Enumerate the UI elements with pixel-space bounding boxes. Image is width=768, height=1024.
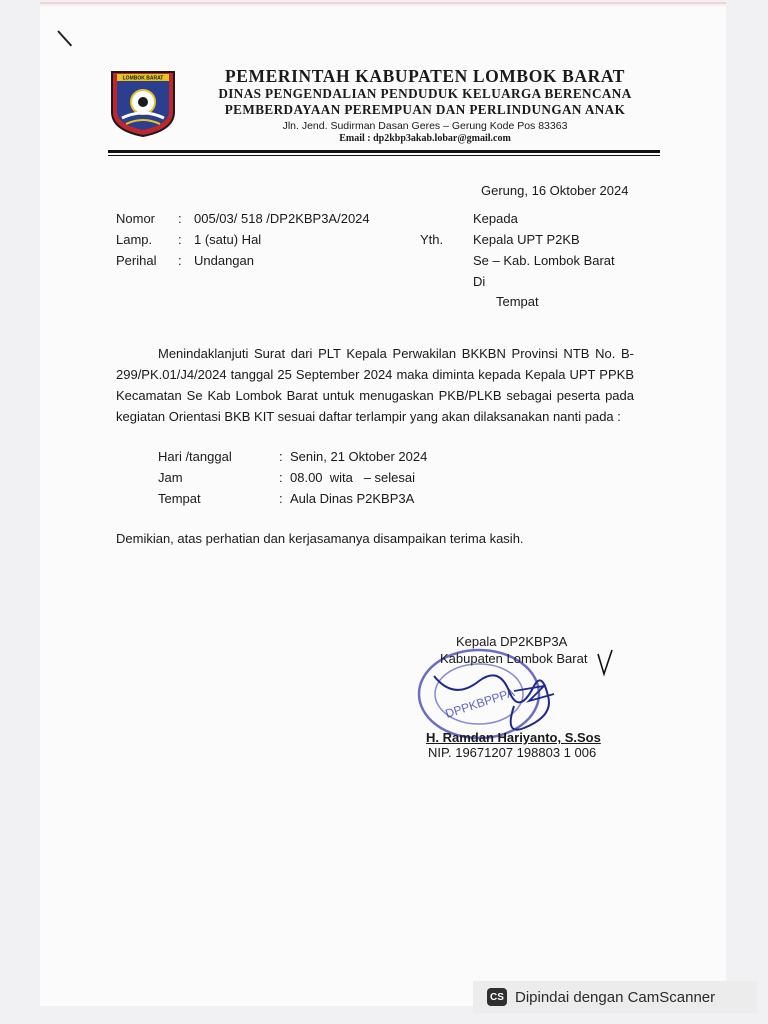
letterhead (185, 66, 665, 145)
recipient-yth: Yth. (420, 232, 444, 247)
nomor-colon: : (178, 211, 182, 226)
lamp-label: Lamp. (116, 232, 153, 247)
letter-date: Gerung, 16 Oktober 2024 (481, 183, 629, 198)
letterhead-address: Jln. Jend. Sudirman Dasan Geres – Gerung Kode Pos 83363 (282, 120, 568, 132)
nomor-value: 005/03/ 518 /DP2KBP3A/2024 (194, 211, 370, 226)
letterhead-email: Email : dp2kbp3akab.lobar@gmail.com (339, 133, 511, 144)
letter-body-text: Menindaklanjuti Surat dari PLT Kepala Perwakilan BKKBN Provinsi NTB No. B-299/PK.01/J4/2024 tanggal 25 September 2024 maka diminta kepada Kepala UPT PPKB Kecamatan Se Kab Lombok Barat untuk menugaskan PKB/PLKB sebagai peserta pada kegiatan Orientasi BKB KIT sesuai daftar terlampir yang akan dilaksanakan nanti pada : (116, 346, 634, 424)
lamp-colon: : (178, 232, 182, 247)
camscanner-text: Dipindai dengan CamScanner (515, 988, 716, 1006)
signatory-nip: NIP. 19671207 198803 1 006 (428, 745, 597, 760)
recipient-line2: Se – Kab. Lombok Barat (473, 253, 615, 268)
closing-text: Demikian, atas perhatian dan kerjasamanya disampaikan terima kasih. (116, 531, 524, 546)
signatory-name: H. Ramdan Hariyanto, S.Sos (426, 730, 601, 745)
logo-caption: LOMBOK BARAT (122, 75, 164, 82)
schedule-day-value: Senin, 21 Oktober 2024 (290, 449, 428, 464)
perihal-value: Undangan (194, 253, 254, 268)
perihal-colon: : (178, 253, 182, 268)
letterhead-rule-thin (108, 155, 660, 156)
schedule-place-colon: : (279, 491, 283, 506)
lamp-value: 1 (satu) Hal (194, 232, 262, 247)
schedule-place-value: Aula Dinas P2KBP3A (290, 491, 415, 506)
letter-body (116, 343, 634, 427)
letterhead-government: PEMERINTAH KABUPATEN LOMBOK BARAT (224, 66, 626, 86)
schedule-day-colon: : (279, 449, 283, 464)
schedule-time-value: 08.00 wita – selesai (290, 470, 416, 485)
letterhead-agency-line2: PEMBERDAYAAN PEREMPUAN DAN PERLINDUNGAN ANAK (224, 102, 626, 117)
schedule-day-label: Hari /tanggal (158, 449, 232, 464)
letterhead-agency-line1: DINAS PENGENDALIAN PENDUDUK KELUARGA BERENCANA (218, 86, 632, 101)
camscanner-watermark (473, 981, 757, 1013)
signatory-region: Kabupaten Lombok Barat (440, 651, 588, 666)
camscanner-icon: CS (487, 988, 507, 1006)
recipient-line3: Di (473, 274, 486, 289)
recipient-line4: Tempat (496, 294, 539, 309)
nomor-label: Nomor (116, 211, 156, 226)
handwritten-signature (424, 646, 614, 738)
recipient-kepada: Kepada (473, 211, 518, 226)
lombok-barat-logo (108, 68, 178, 138)
page-top-edge (40, 2, 726, 4)
schedule-time-colon: : (279, 470, 283, 485)
signatory-title: Kepala DP2KBP3A (456, 634, 568, 649)
schedule-time-label: Jam (158, 470, 183, 485)
letterhead-rule-thick (108, 150, 660, 153)
stamp-text: DPPKBPPPA (443, 685, 517, 721)
perihal-label: Perihal (116, 253, 157, 268)
schedule-place-label: Tempat (158, 491, 201, 506)
recipient-line1: Kepala UPT P2KB (473, 232, 580, 247)
